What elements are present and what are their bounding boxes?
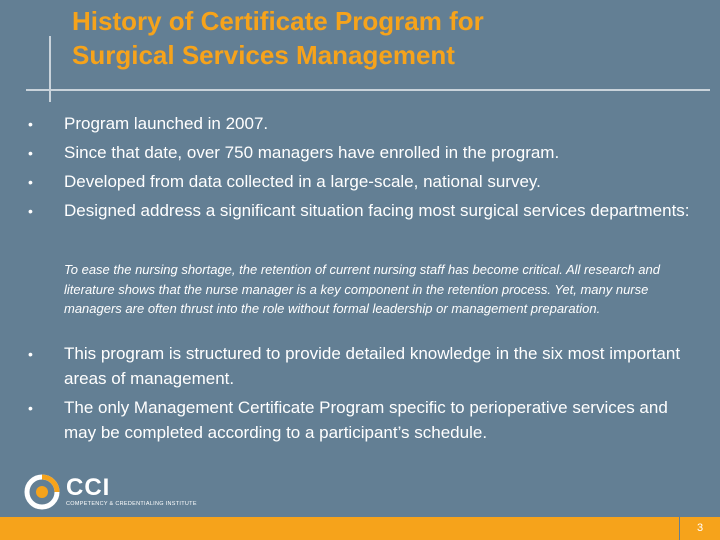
- footer-bar: [0, 517, 720, 540]
- slide-title-line1: History of Certificate Program for: [72, 6, 484, 36]
- bullet-list-secondary: [26, 342, 696, 450]
- bullet-item: [26, 141, 696, 165]
- logo-tagline: COMPETENCY & CREDENTIALING INSTITUTE: [66, 501, 197, 507]
- quote-text: To ease the nursing shortage, the retention of current nursing staff has become critical. All research and literature shows that the nurse manager is a key component in the retention process. Yet, many nurse managers are often thrust into the role without formal leadership or management preparation.: [64, 262, 660, 316]
- title-divider-horizontal: [26, 89, 710, 91]
- cci-logo: [24, 474, 224, 514]
- bullet-icon: •: [28, 346, 33, 362]
- bullet-item: [26, 342, 696, 391]
- bullet-icon: •: [28, 174, 33, 190]
- bullet-item: [26, 396, 696, 445]
- slide-title-line2: Surgical Services Management: [72, 40, 455, 70]
- page-number: 3: [679, 517, 720, 540]
- bullet-list: [26, 112, 696, 228]
- bullet-icon: •: [28, 145, 33, 161]
- slide-title: [72, 4, 692, 72]
- bullet-icon: •: [28, 116, 33, 132]
- bullet-item: [26, 112, 696, 136]
- bullet-text: The only Management Certificate Program specific to perioperative services and may be completed according to a participant’s schedule.: [64, 398, 668, 442]
- title-divider-vertical: [49, 36, 51, 102]
- bullet-icon: •: [28, 400, 33, 416]
- bullet-text: Since that date, over 750 managers have enrolled in the program.: [64, 143, 560, 162]
- bullet-icon: •: [28, 203, 33, 219]
- bullet-text: Developed from data collected in a large-scale, national survey.: [64, 172, 541, 191]
- cci-swirl-icon: [24, 474, 60, 510]
- bullet-text: Designed address a significant situation facing most surgical services departments:: [64, 201, 690, 220]
- bullet-text: This program is structured to provide detailed knowledge in the six most important areas of management.: [64, 344, 681, 388]
- bullet-item: [26, 199, 696, 223]
- logo-name: CCI: [66, 474, 111, 501]
- bullet-text: Program launched in 2007.: [64, 114, 269, 133]
- bullet-item: [26, 170, 696, 194]
